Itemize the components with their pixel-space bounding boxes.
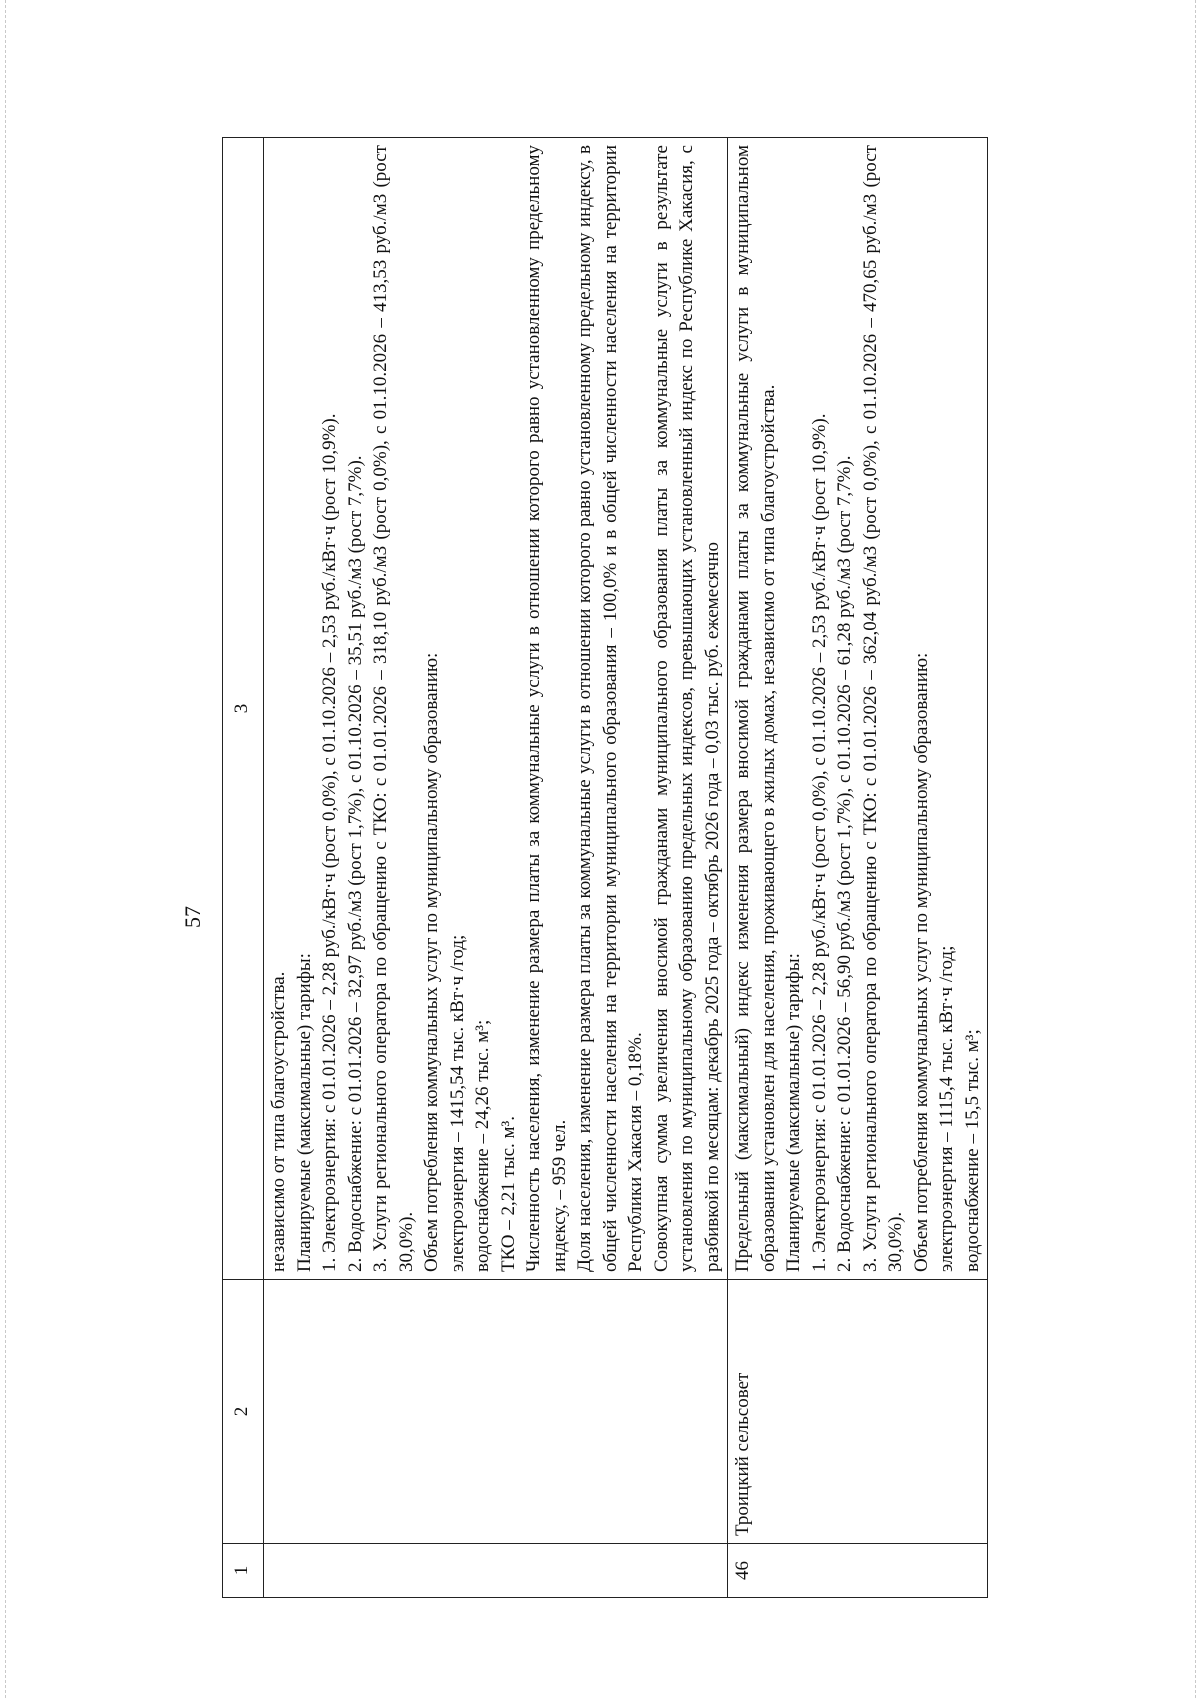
table-header-row: [223, 138, 264, 1598]
scan-edge-left: [5, 0, 6, 1698]
text-line: ТКО – 2,21 тыс. м³.: [497, 1116, 519, 1272]
description-cell: [728, 138, 988, 1280]
text-line: 3. Услуги регионального оператора по обращению с ТКО: с 01.01.2026 – 362,04 руб./м3 (рост 0,0%), с 01.10.2026 – 470,65 руб./м3 (рост 30,0%).: [859, 145, 906, 1272]
municipality-cell: [264, 1280, 728, 1544]
text-line: Планируемые (максимальные) тарифы:: [293, 953, 315, 1272]
header-col-2: 2: [223, 1280, 264, 1544]
text-line: 1. Электроэнергия: с 01.01.2026 – 2,28 руб./кВт·ч (рост 0,0%), с 01.10.2026 – 2,53 руб./кВт·ч (рост 10,9%).: [319, 413, 340, 1272]
text-line: Объем потребления коммунальных услуг по муниципальному образованию:: [421, 652, 442, 1272]
text-line: Планируемые (максимальные) тарифы:: [783, 953, 804, 1272]
text-line: Объем потребления коммунальных услуг по муниципальному образованию:: [910, 652, 932, 1272]
text-line: Предельный (максимальный) индекс изменения размера вносимой гражданами платы за коммунальные услуги в муниципальном образовании установлен для населения, проживающего в жилых домах, независимо от типа благоустройства.: [732, 145, 779, 1272]
text-line: водоснабжение – 24,26 тыс. м³;: [472, 1019, 493, 1272]
text-line: Совокупная сумма увеличения вносимой гражданами муниципального образования платы за коммунальные услуги в результате установления по муниципальному образованию предельных индексов, превышающих установленный индекс по Республике Хакасия, с разбивкой по месяцам: декабрь 2025 года – октябрь 2026 года – 0,03 тыс. руб. ежемесячно: [650, 145, 723, 1272]
table-row-46: [728, 138, 988, 1598]
text-line: 2. Водоснабжение: с 01.01.2026 – 56,90 руб./м3 (рост 1,7%), с 01.10.2026 – 61,28 руб./м3 (рост 7,7%).: [834, 455, 855, 1272]
text-line: водоснабжение – 15,5 тыс. м³;: [961, 1029, 983, 1272]
text-line: независимо от типа благоустройства.: [268, 971, 289, 1272]
text-line: электроэнергия – 1415,54 тыс. кВт·ч /год;: [446, 934, 468, 1272]
text-line: 3. Услуги регионального оператора по обращению с ТКО: с 01.01.2026 – 318,10 руб./м3 (рост 0,0%), с 01.10.2026 – 413,53 руб./м3 (рост 30,0%).: [370, 145, 417, 1272]
description-cell: [264, 138, 728, 1280]
header-col-1: 1: [223, 1544, 264, 1598]
text-line: Численность населения, изменение размера платы за коммунальные услуги в отношении которого равно установленному предельному индексу, – 959 чел.: [523, 145, 570, 1272]
text-line: Доля населения, изменение размера платы за коммунальные услуги в отношении которого равно установленному предельному индексу, в общей численности населения на территории муниципального образования – 100,0% и в общей численности населения на территории Республики Хакасия – 0,18%.: [574, 145, 646, 1272]
row-number-cell: 46: [728, 1544, 988, 1598]
row-number-cell: [264, 1544, 728, 1598]
text-line: 2. Водоснабжение: с 01.01.2026 – 32,97 руб./м3 (рост 1,7%), с 01.10.2026 – 35,51 руб./м3 (рост 7,7%).: [344, 455, 366, 1272]
header-col-3: 3: [223, 138, 264, 1280]
text-line: электроэнергия – 1115,4 тыс. кВт·ч /год;: [936, 945, 957, 1272]
page-number: 57: [180, 906, 205, 928]
tariff-table: [222, 137, 988, 1598]
rotated-page: [170, 98, 1200, 1698]
text-line: 1. Электроэнергия: с 01.01.2026 – 2,28 руб./кВт·ч (рост 0,0%), с 01.10.2026 – 2,53 руб./кВт·ч (рост 10,9%).: [808, 413, 830, 1272]
table-row-continued: [264, 138, 728, 1598]
municipality-cell: Троицкий сельсовет: [728, 1280, 988, 1544]
